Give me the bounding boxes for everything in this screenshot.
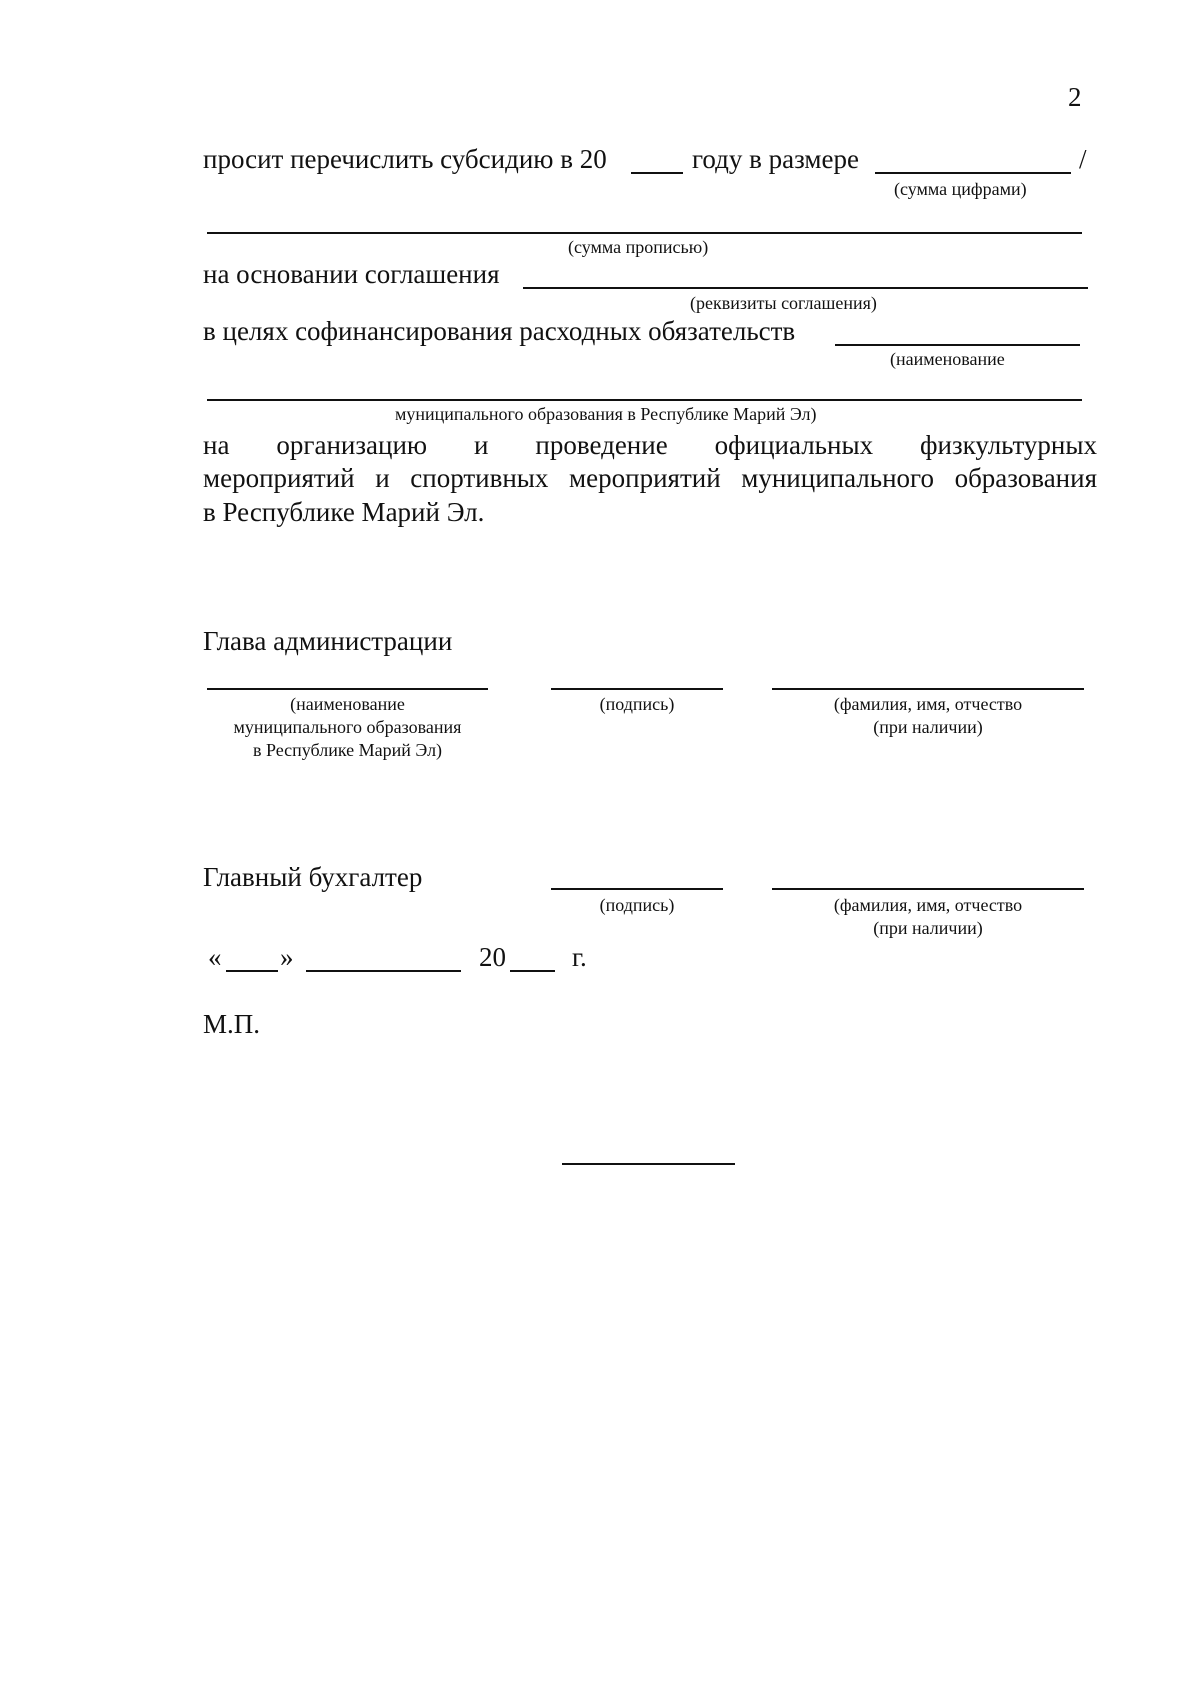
chief-accountant-caption-sign: (подпись)	[599, 895, 675, 915]
municipality-name-blank[interactable]	[835, 344, 1080, 346]
agreement-blank[interactable]	[523, 287, 1088, 289]
municipality-name-blank-2[interactable]	[207, 399, 1082, 401]
purpose-line-2: мероприятий и спортивных мероприятий муниципального образования	[203, 463, 1097, 493]
page-number: 2	[1068, 82, 1082, 112]
head-admin-caption-name-1: (наименование	[290, 694, 405, 714]
request-year-suffix: году в размере	[692, 144, 859, 174]
agreement-caption: (реквизиты соглашения)	[690, 293, 877, 313]
sum-words-blank[interactable]	[207, 232, 1082, 234]
head-admin-caption-name-3: в Республике Марий Эл)	[252, 740, 443, 760]
head-admin-municipality-blank[interactable]	[207, 688, 488, 690]
agreement-label: на основании соглашения	[203, 259, 500, 289]
date-month-blank[interactable]	[306, 970, 461, 972]
cofinancing-label: в целях софинансирования расходных обязательств	[203, 316, 796, 346]
purpose-line-1: на организацию и проведение официальных физкультурных	[203, 430, 1097, 460]
chief-accountant-fio-blank[interactable]	[772, 888, 1084, 890]
sum-digits-blank[interactable]	[875, 172, 1071, 174]
head-admin-fio-blank[interactable]	[772, 688, 1084, 690]
head-admin-title: Глава администрации	[203, 626, 453, 656]
stamp-place: М.П.	[203, 1009, 261, 1039]
chief-accountant-caption-fio-2: (при наличии)	[873, 918, 983, 938]
request-text: просит перечислить субсидию в 20	[203, 144, 607, 174]
chief-accountant-caption-fio-1: (фамилия, имя, отчество	[833, 895, 1023, 915]
purpose-line-3: в Республике Марий Эл.	[203, 497, 485, 527]
date-open-quote: «	[208, 942, 222, 972]
date-year-suffix: г.	[572, 942, 587, 972]
head-admin-caption-fio-1: (фамилия, имя, отчество	[833, 694, 1023, 714]
end-separator	[562, 1163, 735, 1165]
head-admin-signature-blank[interactable]	[551, 688, 723, 690]
slash: /	[1079, 144, 1087, 174]
head-admin-caption-sign: (подпись)	[599, 694, 675, 714]
date-day-blank[interactable]	[226, 970, 278, 972]
sum-digits-caption: (сумма цифрами)	[894, 179, 1027, 199]
year-blank[interactable]	[631, 172, 683, 174]
date-year-prefix: 20	[479, 942, 506, 972]
municipality-name-caption-1: (наименование	[890, 349, 1005, 369]
date-year-blank[interactable]	[510, 970, 555, 972]
chief-accountant-title: Главный бухгалтер	[203, 862, 423, 892]
chief-accountant-signature-blank[interactable]	[551, 888, 723, 890]
head-admin-caption-name-2: муниципального образования	[233, 717, 462, 737]
head-admin-caption-fio-2: (при наличии)	[873, 717, 983, 737]
sum-words-caption: (сумма прописью)	[568, 237, 709, 257]
municipality-name-caption-2: муниципального образования в Республике Марий Эл)	[395, 404, 817, 424]
date-close-quote: »	[280, 942, 294, 972]
